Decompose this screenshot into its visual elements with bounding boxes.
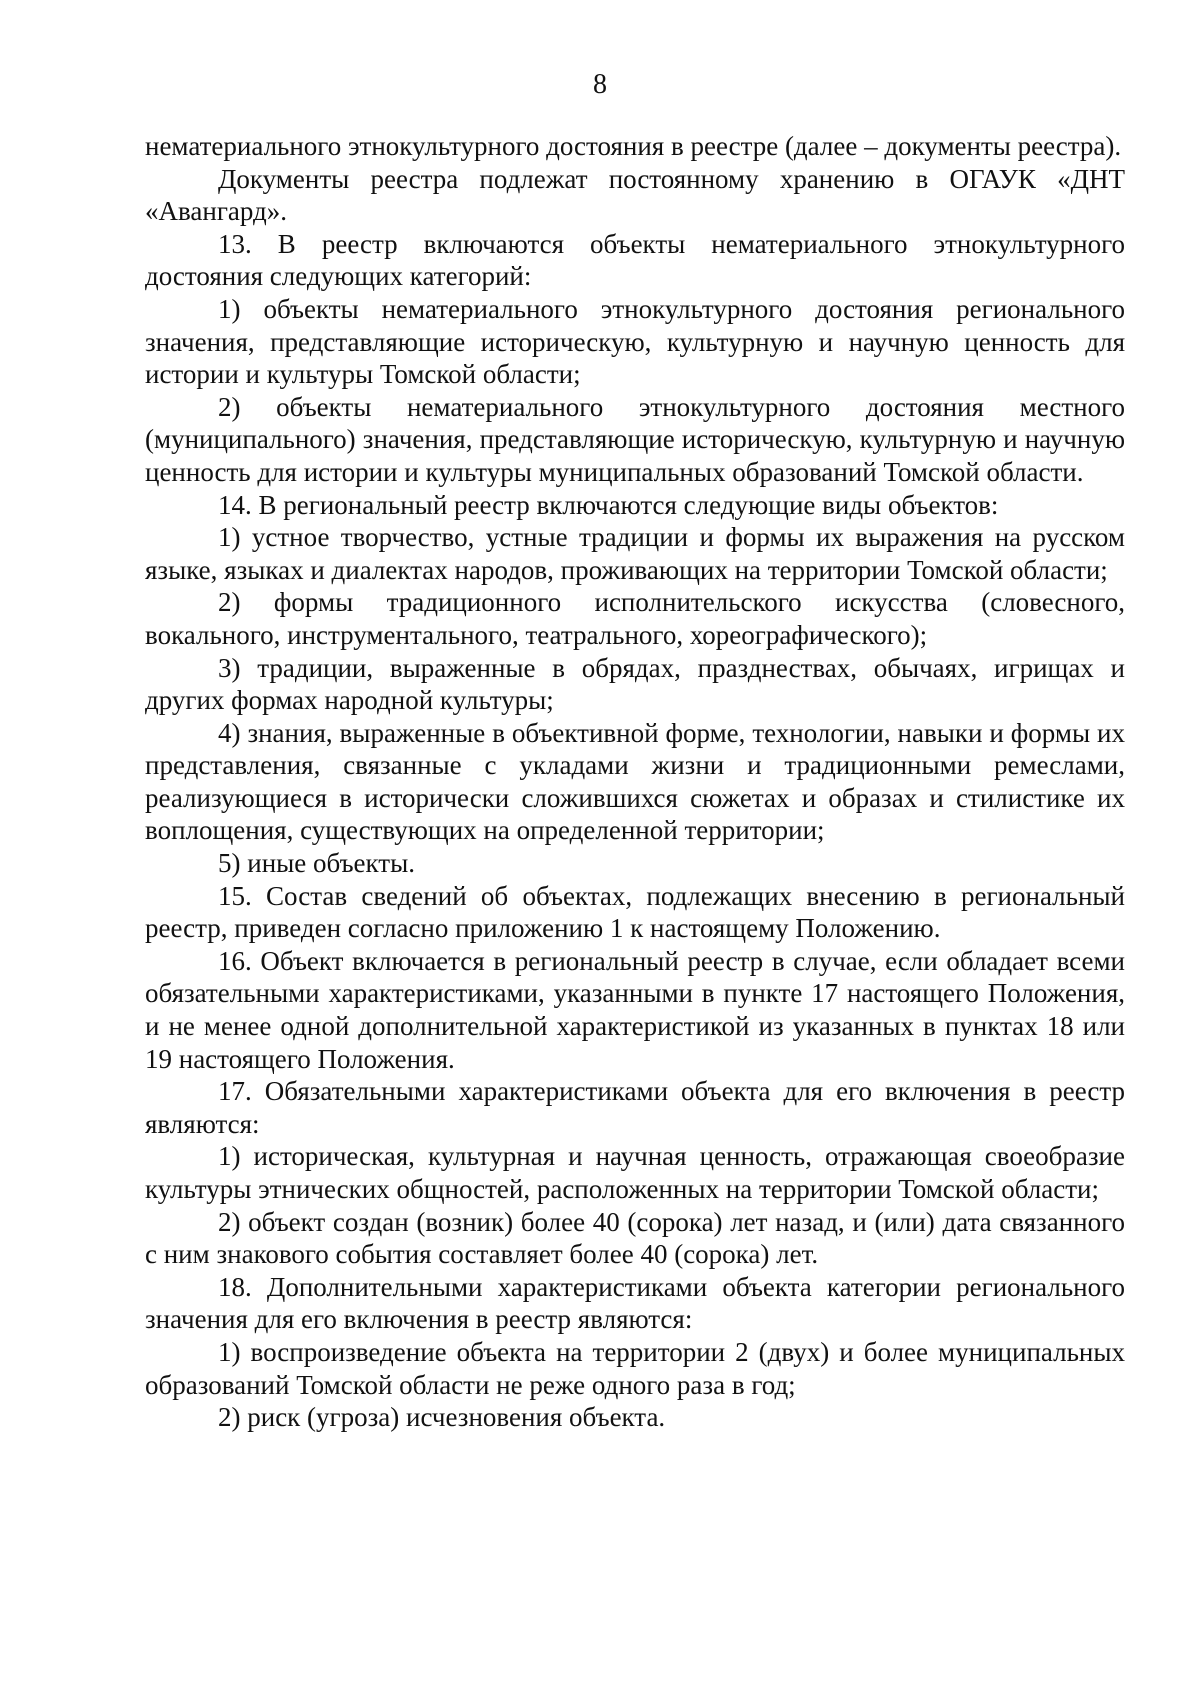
paragraph-item-13-1: 1) объекты нематериального этнокультурного достояния регионального значения, представляющие историческую, культурную и научную ценность для истории и культуры Томской области; <box>145 293 1125 390</box>
paragraph-item-15: 15. Состав сведений об объектах, подлежащих внесению в региональный реестр, приведен согласно приложению 1 к настоящему Положению. <box>145 880 1125 944</box>
paragraph-item-17-1: 1) историческая, культурная и научная ценность, отражающая своеобразие культуры этнических общностей, расположенных на территории Томской области; <box>145 1141 1125 1204</box>
paragraph-item-18-2: 2) риск (угроза) исчезновения объекта. <box>218 1402 666 1433</box>
paragraph-continuation: нематериального этнокультурного достояния в реестре (далее – документы реестра). <box>145 131 1122 161</box>
document-body <box>145 130 1125 1434</box>
paragraph-item-17-2: 2) объект создан (возник) более 40 (сорока) лет назад, и (или) дата связанного с ним знакового события составляет более 40 (сорока) лет. <box>145 1206 1125 1270</box>
paragraph-item-14: 14. В региональный реестр включаются следующие виды объектов: <box>218 489 999 520</box>
paragraph-item-16: 16. Объект включается в региональный реестр в случае, если обладает всеми обязательными характеристиками, указанными в пункте 17 настоящего Положения, и не менее одной дополнительной характеристикой из указанных в пунктах 18 или 19 настоящего Положения. <box>145 945 1125 1074</box>
paragraph-item-14-2: 2) формы традиционного исполнительского искусства (словесного, вокального, инструментального, театрального, хореографического); <box>145 587 1125 650</box>
page-number: 8 <box>593 69 607 100</box>
paragraph-registry-storage: Документы реестра подлежат постоянному хранению в ОГАУК «ДНТ «Авангард». <box>145 163 1125 227</box>
paragraph-item-17: 17. Обязательными характеристиками объекта для его включения в реестр являются: <box>145 1076 1125 1139</box>
paragraph-item-14-4: 4) знания, выраженные в объективной форме, технологии, навыки и формы их представления, связанные с укладами жизни и традиционными ремеслами, реализующиеся в исторически сложившихся сюжетах и образах и стилистике их воплощения, существующих на определенной территории; <box>145 717 1125 846</box>
paragraph-item-14-1: 1) устное творчество, устные традиции и формы их выражения на русском языке, языках и диалектах народов, проживающих на территории Томской области; <box>145 522 1125 585</box>
paragraph-item-18-1: 1) воспроизведение объекта на территории 2 (двух) и более муниципальных образований Томской области не реже одного раза в год; <box>145 1336 1125 1400</box>
paragraph-item-14-3: 3) традиции, выраженные в обрядах, празднествах, обычаях, игрищах и других формах народной культуры; <box>145 652 1125 716</box>
paragraph-item-14-5: 5) иные объекты. <box>218 848 415 879</box>
paragraph-item-18: 18. Дополнительными характеристиками объекта категории регионального значения для его включения в реестр являются: <box>145 1271 1125 1335</box>
paragraph-item-13-2: 2) объекты нематериального этнокультурного достояния местного (муниципального) значения, представляющие историческую, культурную и научную ценность для истории и культуры муниципальных образований Томской области. <box>145 391 1125 487</box>
paragraph-item-13: 13. В реестр включаются объекты нематериального этнокультурного достояния следующих категорий: <box>145 228 1125 292</box>
